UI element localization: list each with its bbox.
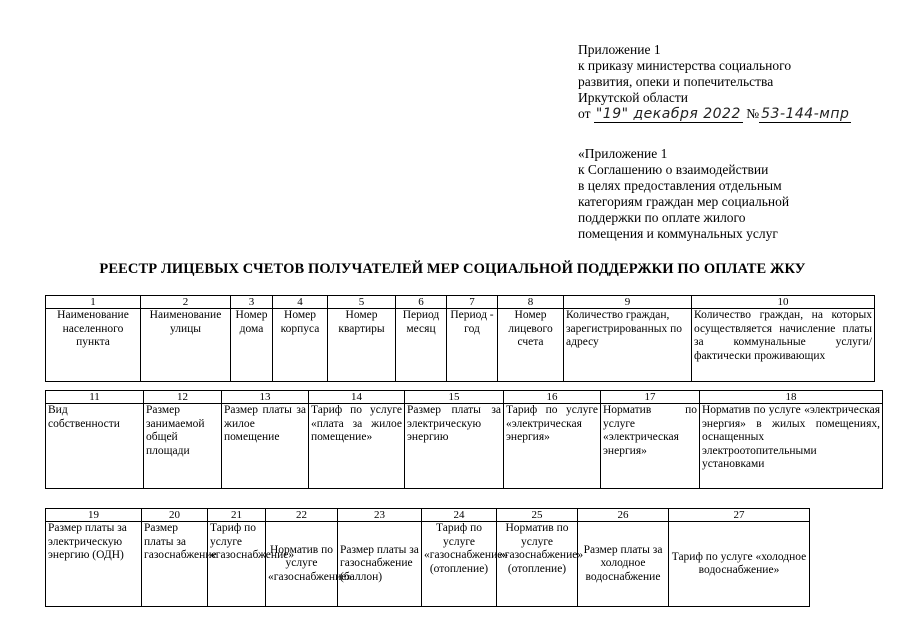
column-number: 19 <box>46 509 142 522</box>
column-number: 10 <box>692 296 875 309</box>
column-header: Норматив по услуге «газоснабжение» <box>266 522 338 607</box>
column-header: Номер корпуса <box>273 309 328 382</box>
column-header: Размер платы за газоснабжение (баллон) <box>338 522 422 607</box>
column-number: 15 <box>405 391 504 404</box>
column-number: 18 <box>700 391 883 404</box>
column-header: Период месяц <box>396 309 447 382</box>
column-number: 7 <box>447 296 498 309</box>
column-number: 16 <box>504 391 601 404</box>
annex-header-agreement <box>578 146 789 242</box>
column-header: Норматив по услуге «электрическая энергия» в жилых помещениях, оснащенных электроотопительными установками <box>700 404 883 489</box>
column-number-row <box>46 296 875 309</box>
column-number: 12 <box>144 391 222 404</box>
column-header: Номер дома <box>231 309 273 382</box>
column-number: 20 <box>142 509 208 522</box>
column-number: 4 <box>273 296 328 309</box>
column-number: 14 <box>309 391 405 404</box>
column-number: 11 <box>46 391 144 404</box>
column-number: 26 <box>578 509 669 522</box>
column-number: 6 <box>396 296 447 309</box>
column-header: Наименование улицы <box>141 309 231 382</box>
column-header: Норматив по услуге «электрическая энергия» <box>601 404 700 489</box>
column-number-row <box>46 391 883 404</box>
column-header: Период - год <box>447 309 498 382</box>
column-header: Вид собственности <box>46 404 144 489</box>
column-header: Тариф по услуге «электрическая энергия» <box>504 404 601 489</box>
annex-line: в целях предоставления отдельным <box>578 178 782 193</box>
column-header: Номер лицевого счета <box>498 309 564 382</box>
column-number: 2 <box>141 296 231 309</box>
annex-line: к приказу министерства социального <box>578 58 792 73</box>
number-prefix: № <box>746 106 760 121</box>
annex-line: поддержки по оплате жилого <box>578 210 746 225</box>
column-number: 5 <box>328 296 396 309</box>
annex-line: Иркутской области <box>578 90 689 105</box>
annex-line: к Соглашению о взаимодействии <box>578 162 769 177</box>
column-number: 8 <box>498 296 564 309</box>
annex-header-order <box>578 42 851 122</box>
column-header: Количество граждан, на которых осуществляется начисление платы за коммунальные услуги/фактически проживающих <box>692 309 875 382</box>
column-header: Тариф по услуге «газоснабжение» <box>208 522 266 607</box>
date-prefix: от <box>578 106 591 121</box>
column-number-row <box>46 509 810 522</box>
registry-title: РЕЕСТР ЛИЦЕВЫХ СЧЕТОВ ПОЛУЧАТЕЛЕЙ МЕР СОЦИАЛЬНОЙ ПОДДЕРЖКИ ПО ОПЛАТЕ ЖКУ <box>99 261 806 277</box>
column-header: Количество граждан, зарегистрированных по адресу <box>564 309 692 382</box>
column-number: 1 <box>46 296 141 309</box>
column-header: Норматив по услуге «газоснабжение» (отопление) <box>497 522 578 607</box>
column-header: Размер платы за электрическую энергию <box>405 404 504 489</box>
annex-line: категориям граждан мер социальной <box>578 194 790 209</box>
handwritten-number: 53-144-мпр <box>761 106 850 122</box>
column-header: Размер платы за электрическую энергию (ОДН) <box>46 522 142 607</box>
column-header: Тариф по услуге «холодное водоснабжение» <box>669 522 810 607</box>
annex-line: Приложение 1 <box>578 42 661 57</box>
column-number: 22 <box>266 509 338 522</box>
column-number: 13 <box>222 391 309 404</box>
column-header-row <box>46 309 875 382</box>
handwritten-date: "19" декабря 2022 <box>595 106 741 122</box>
registry-table-part-3 <box>45 508 810 607</box>
column-header: Тариф по услуге «плата за жилое помещение» <box>309 404 405 489</box>
column-header: Размер платы за газоснабжение <box>142 522 208 607</box>
column-header-row <box>46 404 883 489</box>
column-header: Номер квартиры <box>328 309 396 382</box>
annex-date-line <box>578 106 851 122</box>
column-number: 23 <box>338 509 422 522</box>
annex-line: развития, опеки и попечительства <box>578 74 774 89</box>
registry-table-part-1 <box>45 295 875 382</box>
registry-table-part-2 <box>45 390 883 489</box>
column-header: Размер платы за холодное водоснабжение <box>578 522 669 607</box>
column-number: 17 <box>601 391 700 404</box>
column-header: Тариф по услуге «газоснабжение» (отопление) <box>422 522 497 607</box>
column-header-row <box>46 522 810 607</box>
column-number: 21 <box>208 509 266 522</box>
column-number: 9 <box>564 296 692 309</box>
column-header: Наименование населенного пункта <box>46 309 141 382</box>
column-number: 25 <box>497 509 578 522</box>
annex-line: «Приложение 1 <box>578 146 668 161</box>
column-number: 3 <box>231 296 273 309</box>
column-number: 27 <box>669 509 810 522</box>
column-header: Размер занимаемой общей площади <box>144 404 222 489</box>
column-header: Размер платы за жилое помещение <box>222 404 309 489</box>
annex-line: помещения и коммунальных услуг <box>578 226 778 241</box>
column-number: 24 <box>422 509 497 522</box>
